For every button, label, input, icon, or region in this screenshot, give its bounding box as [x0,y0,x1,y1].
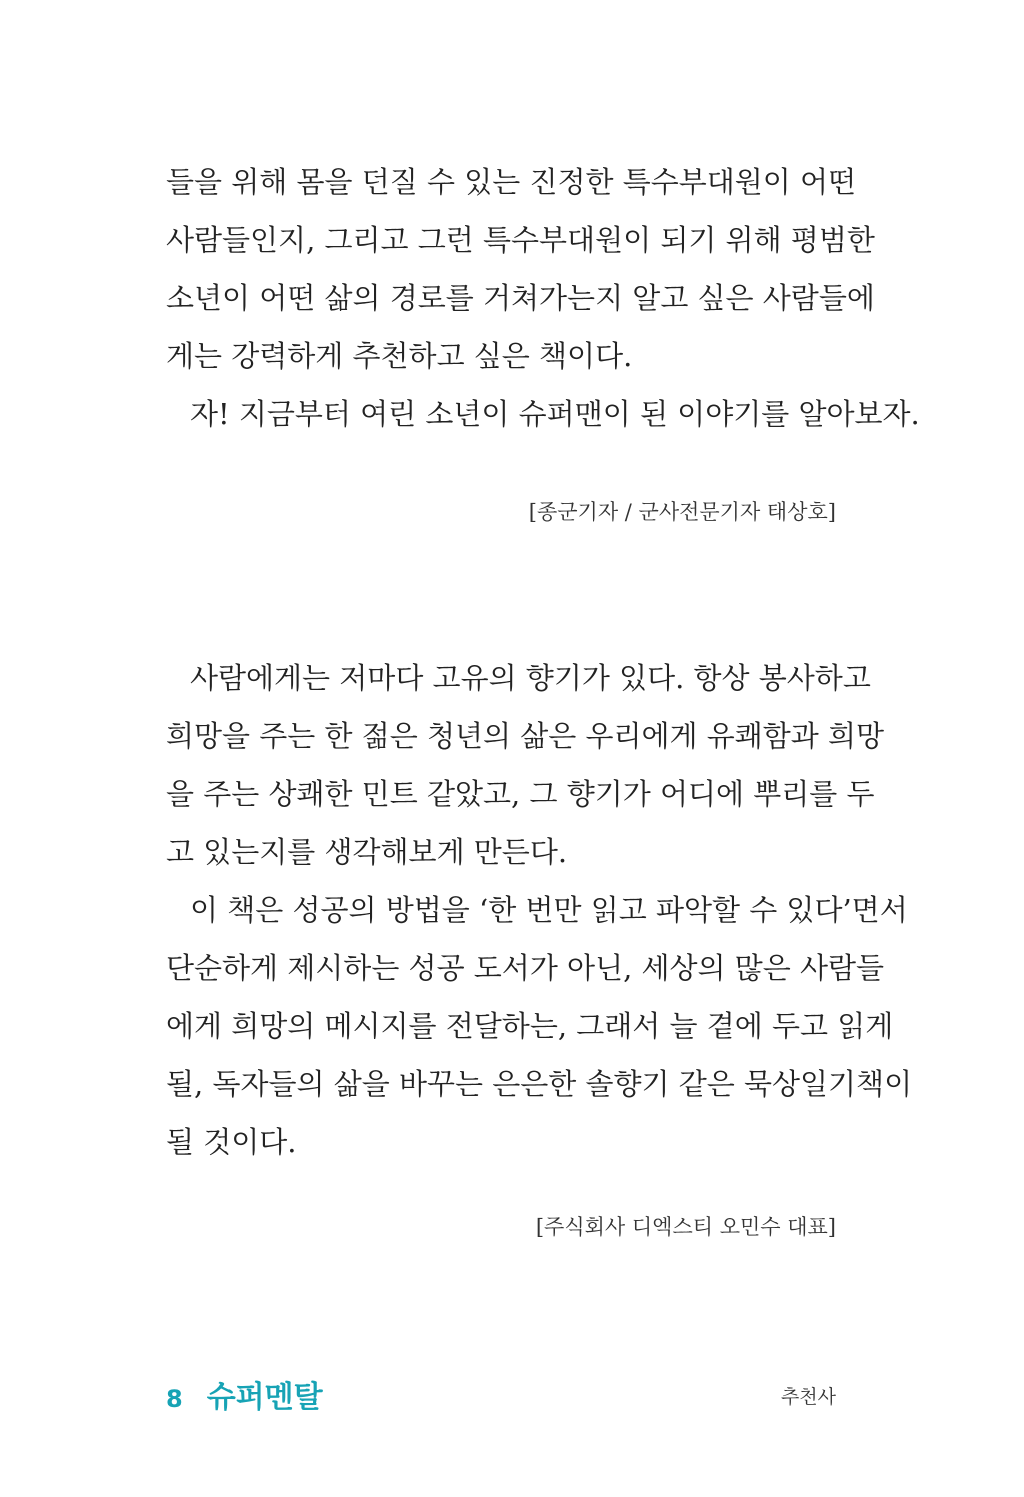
paragraph-line: 될 것이다. [166,1125,297,1159]
section-name: 추천사 [780,1386,836,1408]
paragraph-line: 에게 희망의 메시지를 전달하는, 그래서 늘 곁에 두고 읽게 [166,1009,894,1043]
recommendation-1-attribution: [종군기자 / 군사전문기자 태상호] [528,500,836,524]
paragraph-line: 단순하게 제시하는 성공 도서가 아닌, 세상의 많은 사람들 [166,951,885,985]
paragraph-line: 들을 위해 몸을 던질 수 있는 진정한 특수부대원이 어떤 [166,165,857,199]
paragraph-line: 사람에게는 저마다 고유의 향기가 있다. 항상 봉사하고 [190,661,871,695]
paragraph-line: 소년이 어떤 삶의 경로를 거쳐가는지 알고 싶은 사람들에 [166,281,875,315]
paragraph-line: 고 있는지를 생각해보게 만든다. [166,835,568,869]
paragraph-line: 을 주는 상쾌한 민트 같았고, 그 향기가 어디에 뿌리를 두 [166,777,875,811]
footer-book-info [166,1372,323,1416]
paragraph-line: 될, 독자들의 삶을 바꾸는 은은한 솔향기 같은 묵상일기책이 [166,1067,913,1101]
recommendation-1-body [166,153,920,443]
recommendation-2-attribution: [주식회사 디엑스티 오민수 대표] [535,1215,836,1239]
book-title: 슈퍼멘탈 [206,1380,323,1415]
paragraph-line: 자! 지금부터 여린 소년이 슈퍼맨이 된 이야기를 알아보자. [190,397,920,431]
paragraph-line: 게는 강력하게 추천하고 싶은 책이다. [166,339,633,373]
paragraph-line: 희망을 주는 한 젊은 청년의 삶은 우리에게 유쾌함과 희망 [166,719,885,753]
paragraph-line: 이 책은 성공의 방법을 ‘한 번만 읽고 파악할 수 있다’면서 [190,893,908,927]
page-number: 8 [166,1385,183,1413]
recommendation-2-body [166,649,913,1171]
paragraph-line: 사람들인지, 그리고 그런 특수부대원이 되기 위해 평범한 [166,223,875,257]
